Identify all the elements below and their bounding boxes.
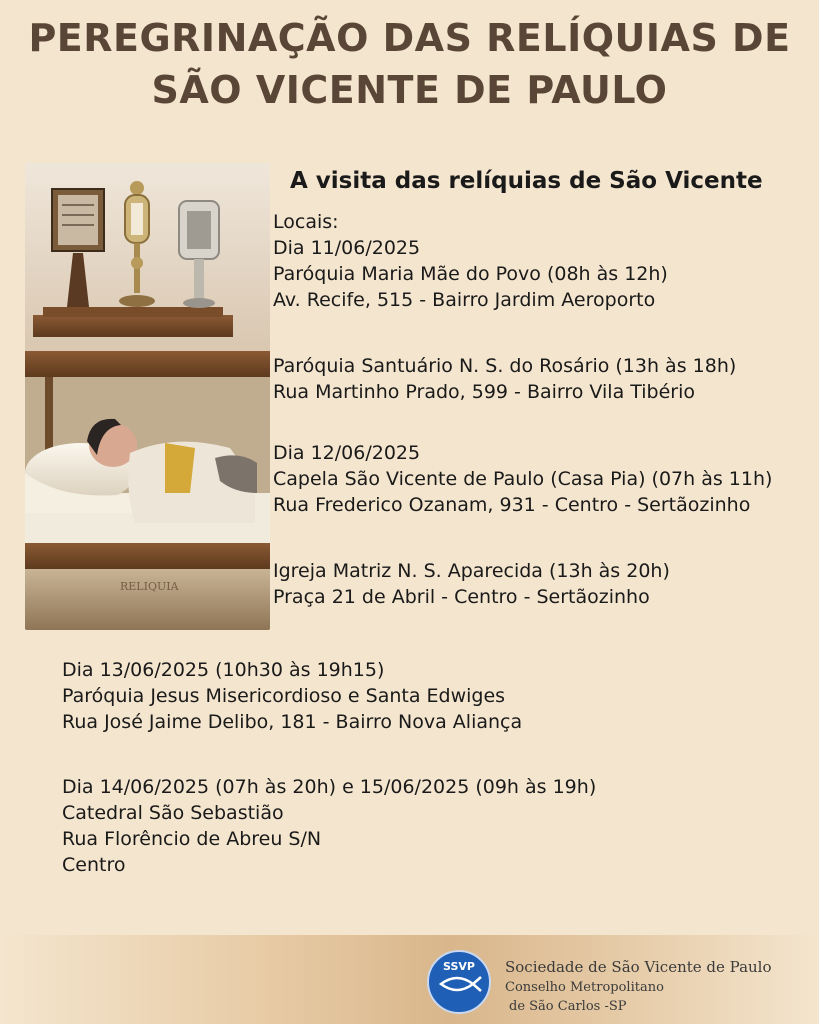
day1-place2-name: Paróquia Santuário N. S. do Rosário (13h às 18h) [273, 355, 737, 377]
day3-date: Dia 13/06/2025 (10h30 às 19h15) [62, 659, 385, 681]
day1-block [273, 209, 668, 313]
ssvp-logo-text: SSVP [443, 960, 475, 973]
day1-date: Dia 11/06/2025 [273, 237, 421, 259]
day2-date: Dia 12/06/2025 [273, 442, 421, 464]
day1-place1-address: Av. Recife, 515 - Bairro Jardim Aeroporto [273, 289, 656, 311]
section-subtitle: A visita das relíquias de São Vicente [290, 168, 763, 194]
org-city: de São Carlos -SP [509, 999, 627, 1014]
day1-place1-name: Paróquia Maria Mãe do Povo (08h às 12h) [273, 263, 668, 285]
page-title [0, 12, 819, 116]
day4-date: Dia 14/06/2025 (07h às 20h) e 15/06/2025 (09h às 19h) [62, 776, 597, 798]
day2-place1-name: Capela São Vicente de Paulo (Casa Pia) (07h às 11h) [273, 468, 773, 490]
svg-text:RELIQUIA: RELIQUIA [120, 580, 179, 593]
day2-place1-address: Rua Frederico Ozanam, 931 - Centro - Sertãozinho [273, 494, 751, 516]
day3-block [62, 657, 522, 735]
day2-place2-name: Igreja Matriz N. S. Aparecida (13h às 20h) [273, 560, 670, 582]
day4-place-address: Rua Florêncio de Abreu S/N [62, 828, 322, 850]
day2-place2-block [273, 558, 670, 610]
day2-block [273, 440, 772, 518]
day4-block [62, 774, 596, 878]
org-council: Conselho Metropolitano [505, 980, 664, 995]
title-line-1: PEREGRINAÇÃO DAS RELÍQUIAS DE [28, 16, 791, 60]
reliquary-photo [25, 163, 270, 630]
locais-label: Locais: [273, 211, 339, 233]
day3-place-name: Paróquia Jesus Misericordioso e Santa Edwiges [62, 685, 506, 707]
day1-place2-block [273, 353, 736, 405]
day2-place2-address: Praça 21 de Abril - Centro - Sertãozinho [273, 586, 650, 608]
title-line-2: SÃO VICENTE DE PAULO [151, 68, 668, 112]
day3-place-address: Rua José Jaime Delibo, 181 - Bairro Nova Aliança [62, 711, 523, 733]
day1-place2-address: Rua Martinho Prado, 599 - Bairro Vila Tibério [273, 381, 696, 403]
day4-place-name: Catedral São Sebastião [62, 802, 284, 824]
day4-place-area: Centro [62, 854, 126, 876]
organization-info [505, 956, 772, 1016]
org-name: Sociedade de São Vicente de Paulo [505, 958, 772, 976]
ssvp-logo [427, 950, 491, 1014]
